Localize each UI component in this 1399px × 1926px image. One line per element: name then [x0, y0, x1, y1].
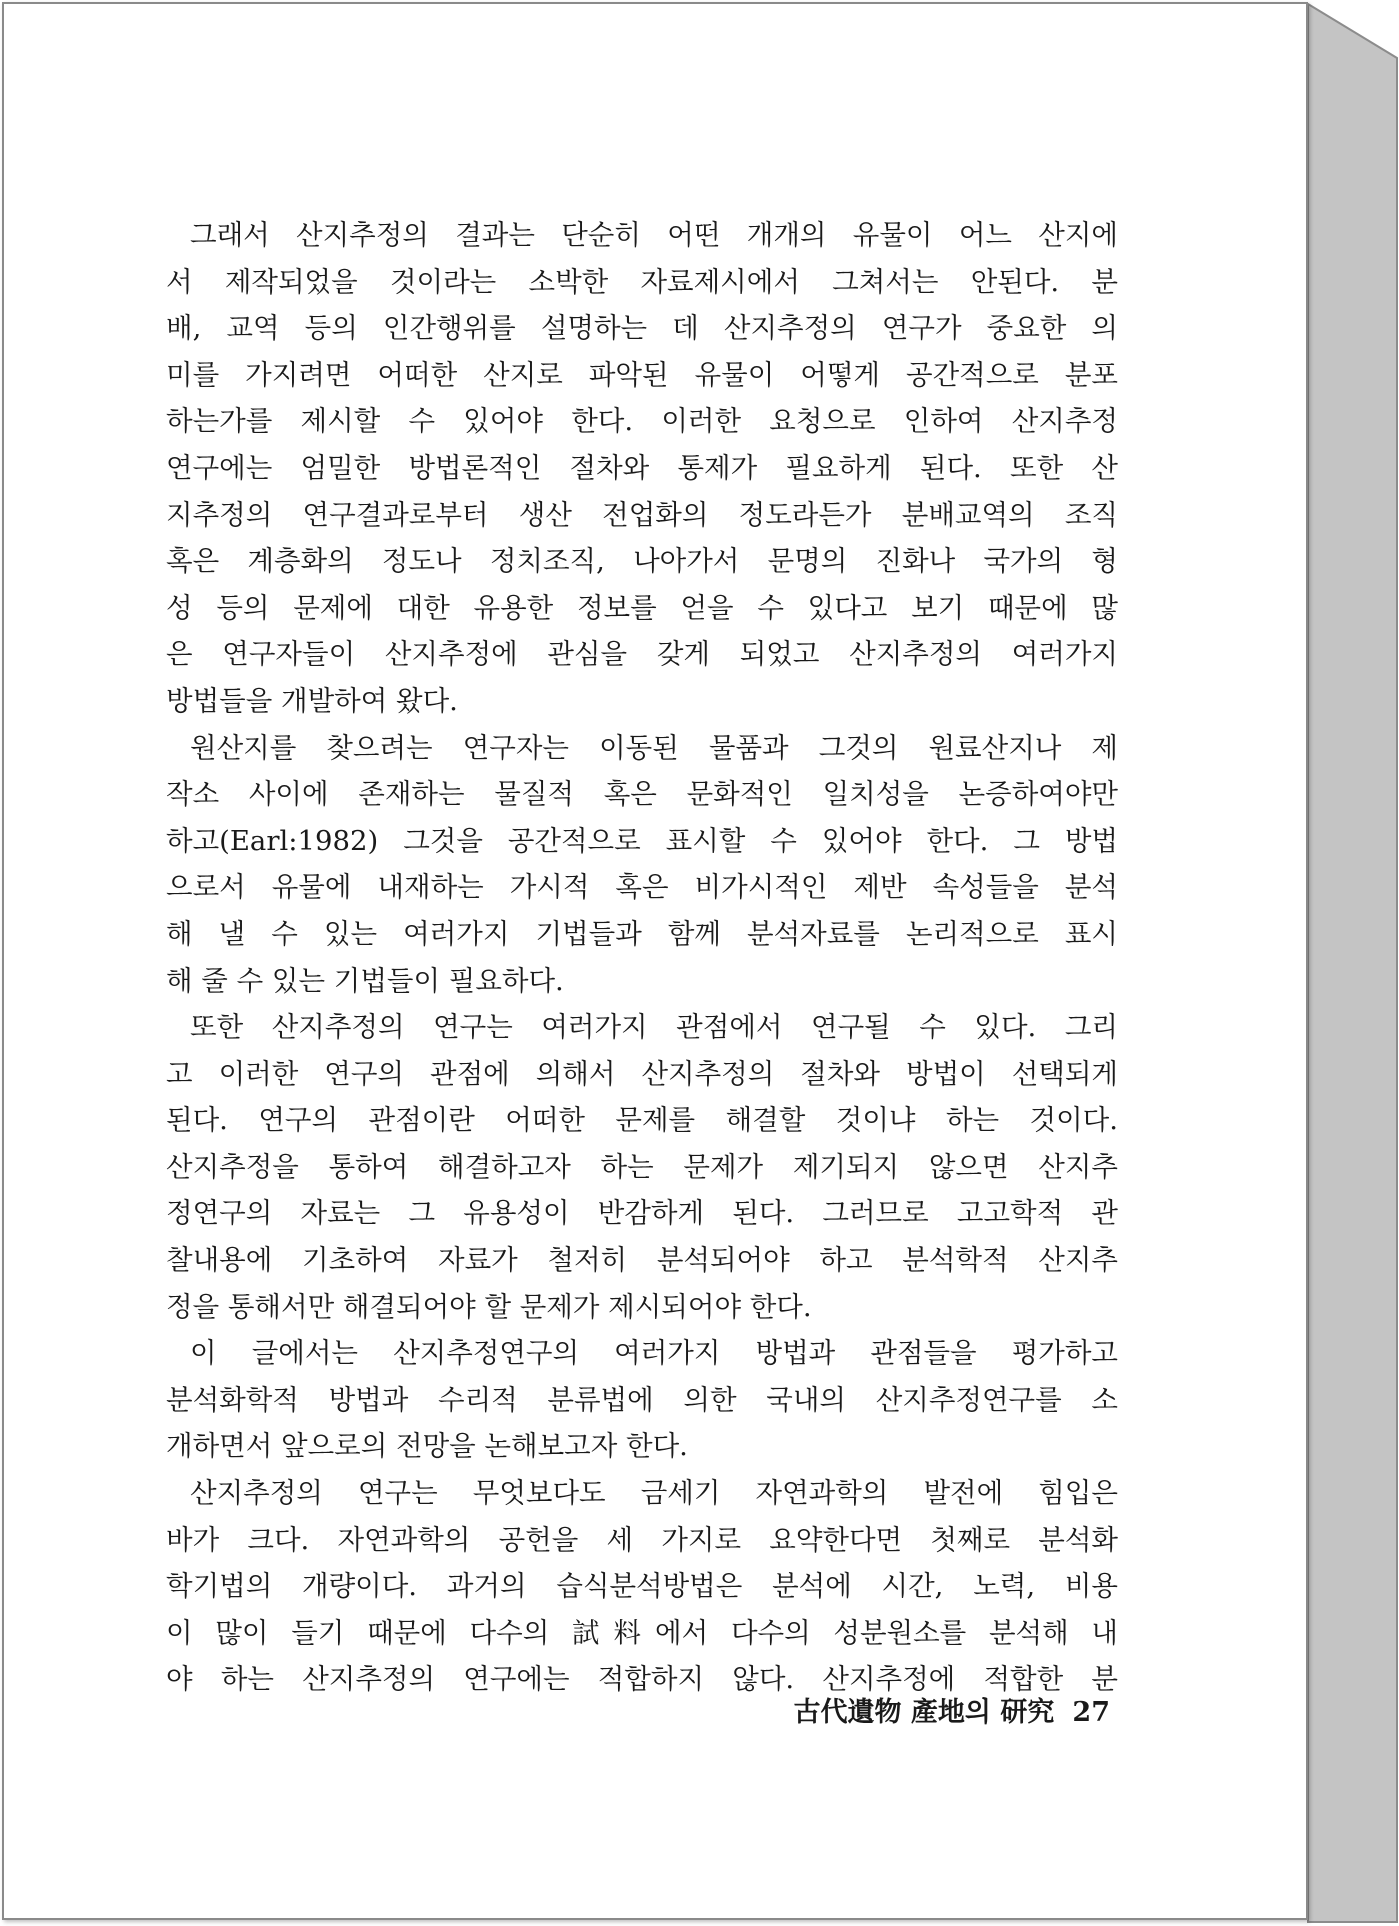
text-line: 정연구의 자료는 그 유용성이 반감하게 된다. 그러므로 고고학적 관	[166, 1197, 1118, 1230]
text-line: 지추정의 연구결과로부터 생산 전업화의 정도라든가 분배교역의 조직	[166, 498, 1118, 531]
text-line: 연구에는 엄밀한 방법론적인 절차와 통제가 필요하게 된다. 또한 산	[166, 451, 1118, 484]
text-line: 하고(Earl:1982) 그것을 공간적으로 표시할 수 있어야 한다. 그 방법	[166, 824, 1118, 857]
text-line: 서 제작되었을 것이라는 소박한 자료제시에서 그쳐서는 안된다. 분	[166, 265, 1118, 298]
text-line: 원산지를 찾으려는 연구자는 이동된 물품과 그것의 원료산지나 제	[190, 731, 1118, 764]
footer-title: 古代遺物 產地의 研究	[793, 1697, 1055, 1728]
text-line: 이 많이 들기 때문에 다수의 試料에서 다수의 성분원소를 분석해 내	[166, 1616, 1118, 1649]
text-line: 해 줄 수 있는 기법들이 필요하다.	[166, 964, 564, 997]
text-line: 방법들을 개발하여 왔다.	[166, 684, 458, 717]
text-line: 학기법의 개량이다. 과거의 습식분석방법은 분석에 시간, 노력, 비용	[166, 1570, 1118, 1603]
text-line: 또한 산지추정의 연구는 여러가지 관점에서 연구될 수 있다. 그리	[190, 1011, 1118, 1044]
text-line: 배, 교역 등의 인간행위를 설명하는 데 산지추정의 연구가 중요한 의	[166, 312, 1118, 345]
text-line: 으로서 유물에 내재하는 가시적 혹은 비가시적인 제반 속성들을 분석	[166, 871, 1118, 904]
text-line: 하는가를 제시할 수 있어야 한다. 이러한 요청으로 인하여 산지추정	[166, 405, 1118, 438]
text-line: 산지추정을 통하여 해결하고자 하는 문제가 제기되지 않으면 산지추	[166, 1150, 1118, 1183]
text-line: 산지추정의 연구는 무엇보다도 금세기 자연과학의 발전에 힘입은	[190, 1477, 1118, 1510]
text-line: 야 하는 산지추정의 연구에는 적합하지 않다. 산지추정에 적합한 분	[166, 1663, 1118, 1696]
text-line: 된다. 연구의 관점이란 어떠한 문제를 해결할 것이냐 하는 것이다.	[166, 1104, 1118, 1137]
text-line: 이 글에서는 산지추정연구의 여러가지 방법과 관점들을 평가하고	[190, 1337, 1118, 1370]
text-line: 은 연구자들이 산지추정에 관심을 갖게 되었고 산지추정의 여러가지	[166, 638, 1118, 671]
text-line: 고 이러한 연구의 관점에 의해서 산지추정의 절차와 방법이 선택되게	[166, 1057, 1118, 1090]
text-line: 정을 통해서만 해결되어야 할 문제가 제시되어야 한다.	[166, 1290, 812, 1323]
body-text	[166, 212, 1118, 1703]
text-line: 작소 사이에 존재하는 물질적 혹은 문화적인 일치성을 논증하여야만	[166, 778, 1118, 811]
text-line: 미를 가지려면 어떠한 산지로 파악된 유물이 어떻게 공간적으로 분포	[166, 358, 1118, 391]
text-line: 개하면서 앞으로의 전망을 논해보고자 한다.	[166, 1430, 688, 1463]
text-line: 성 등의 문제에 대한 유용한 정보를 얻을 수 있다고 보기 때문에 많	[166, 591, 1118, 624]
text-line: 바가 크다. 자연과학의 공헌을 세 가지로 요약한다면 첫째로 분석화	[166, 1523, 1118, 1556]
running-footer	[794, 1690, 1110, 1729]
text-line: 분석화학적 방법과 수리적 분류법에 의한 국내의 산지추정연구를 소	[166, 1383, 1118, 1416]
text-line: 그래서 산지추정의 결과는 단순히 어떤 개개의 유물이 어느 산지에	[190, 219, 1118, 251]
page-number: 27	[1072, 1697, 1110, 1728]
document-page	[2, 2, 1308, 1920]
text-line: 해 낼 수 있는 여러가지 기법들과 함께 분석자료를 논리적으로 표시	[166, 917, 1118, 950]
text-line: 혹은 계층화의 정도나 정치조직, 나아가서 문명의 진화나 국가의 형	[166, 545, 1118, 578]
text-line: 찰내용에 기초하여 자료가 철저히 분석되어야 하고 분석학적 산지추	[166, 1244, 1118, 1277]
